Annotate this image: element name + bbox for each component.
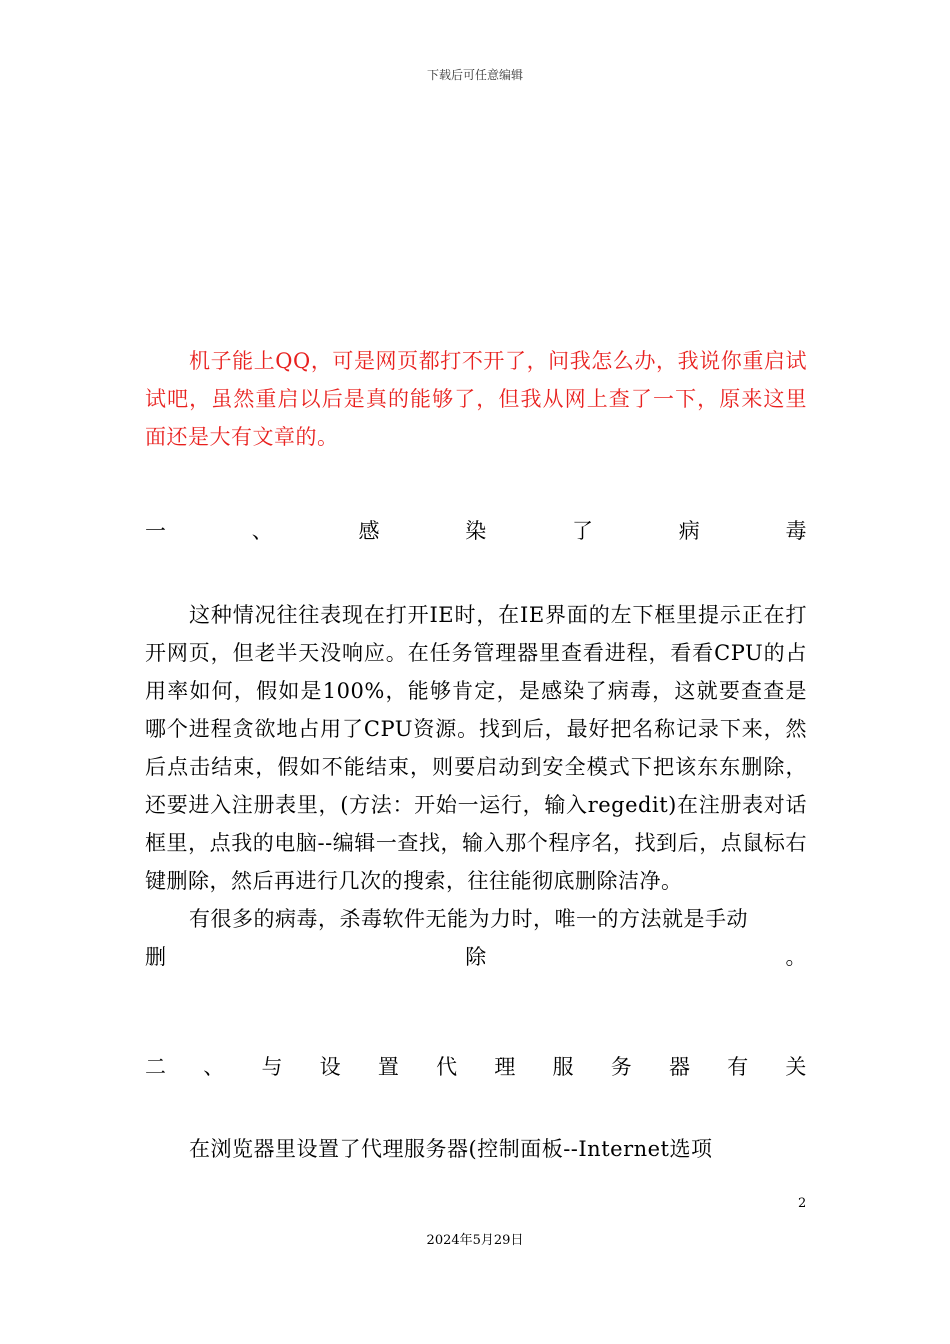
section1-para2-end-char: 删 — [145, 945, 167, 969]
page-header: 下载后可任意编辑 — [426, 68, 523, 82]
section1-body — [145, 596, 807, 976]
section1-heading-line — [145, 512, 807, 550]
section2-heading-char: 服 — [552, 1055, 575, 1079]
section2-heading-char: 理 — [494, 1055, 516, 1079]
section1-heading-char: 感 — [358, 519, 380, 543]
footer-date: 2024年5月29日 — [426, 1233, 524, 1248]
page-number: 2 — [798, 1196, 807, 1211]
section2-heading-char: 二 — [145, 1055, 167, 1079]
section2-heading-char: 有 — [727, 1055, 749, 1079]
section2-heading-char: 与 — [261, 1055, 283, 1079]
section1-heading — [145, 512, 807, 550]
section2-body — [145, 1130, 807, 1168]
intro-block — [145, 342, 807, 456]
section1-heading-char: 一 — [145, 519, 167, 543]
section2-heading — [145, 1048, 807, 1086]
section1-para2-end-char: 。 — [785, 945, 807, 969]
section2-heading-char: 、 — [203, 1055, 225, 1079]
section2-heading-char: 关 — [785, 1055, 807, 1079]
section2-heading-line — [145, 1048, 807, 1086]
section2-heading-char: 置 — [377, 1055, 400, 1079]
section1-paragraph-2: 有很多的病毒，杀毒软件无能为力时，唯一的方法就是手动 — [189, 907, 748, 931]
section2-heading-char: 代 — [436, 1055, 458, 1079]
section2-heading-char: 设 — [319, 1055, 342, 1079]
section1-paragraph-2-end — [145, 938, 807, 976]
section1-heading-char: 、 — [251, 519, 274, 543]
section2-heading-char: 务 — [610, 1055, 633, 1079]
section2-heading-char: 器 — [668, 1055, 691, 1079]
section1-heading-char: 病 — [678, 519, 701, 543]
section1-heading-char: 染 — [465, 519, 487, 543]
section2-paragraph-1: 在浏览器里设置了代理服务器(控制面板--Internet选项 — [189, 1137, 713, 1161]
intro-paragraph: 机子能上QQ，可是网页都打不开了，问我怎么办，我说你重启试试吧，虽然重启以后是真的能够了，但我从网上查了一下，原来这里面还是大有文章的。 — [145, 349, 807, 449]
section1-para2-end-char: 除 — [465, 945, 487, 969]
section1-paragraph-1: 这种情况往往表现在打开IE时，在IE界面的左下框里提示正在打开网页，但老半天没响应。在任务管理器里查看进程，看看CPU的占用率如何，假如是100%，能够肯定，是感染了病毒，这就要查查是哪个进程贪欲地占用了CPU资源。找到后，最好把名称记录下来，然后点击结束，假如不能结束，则要启动到安全模式下把该东东删除，还要进入注册表里，(方法：开始一运行，输入regedit)在注册表对话框里，点我的电脑--编辑一查找，输入那个程序名，找到后，点鼠标右键删除，然后再进行几次的搜索，往往能彻底删除洁净。 — [145, 603, 807, 893]
section1-heading-char: 了 — [572, 519, 594, 543]
section1-heading-char: 毒 — [785, 519, 807, 543]
